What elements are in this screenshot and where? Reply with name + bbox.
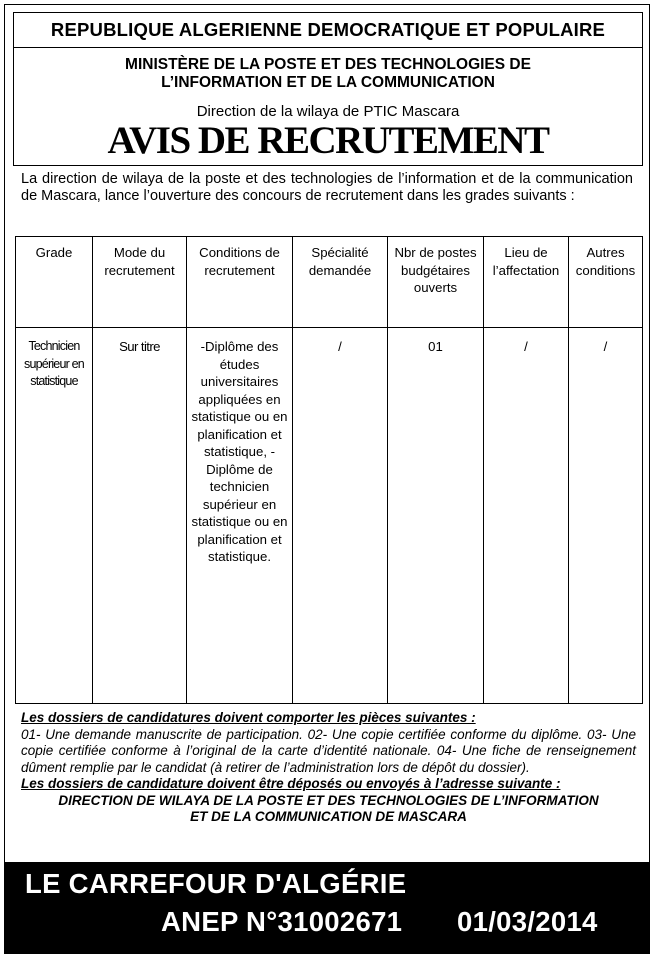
cell-lieu: /: [484, 328, 569, 704]
address-line-1: DIRECTION DE WILAYA DE LA POSTE ET DES TECHNOLOGIES DE L’INFORMATION: [58, 792, 599, 808]
header-grade: Grade: [16, 237, 93, 328]
intro-paragraph: La direction de wilaya de la poste et des technologies de l’information et de la communication de Mascara, lance l’ouverture des concours de recrutement dans les grades suivants :: [21, 171, 633, 204]
republic-header: [13, 12, 643, 48]
table-header-row: [16, 237, 643, 328]
header-autres: Autres conditions: [569, 237, 643, 328]
ministry-header: [13, 48, 643, 166]
address-header: Les dossiers de candidature doivent être déposés ou envoyés à l’adresse suivante :: [21, 776, 561, 791]
ministry-line-2: L’INFORMATION ET DE LA COMMUNICATION: [161, 74, 495, 91]
cell-autres: /: [569, 328, 643, 704]
footer-banner: [4, 862, 650, 954]
header-lieu: Lieu de l’affectation: [484, 237, 569, 328]
ministry-line-1: MINISTÈRE DE LA POSTE ET DES TECHNOLOGIES DE: [125, 56, 531, 73]
table-row: [16, 328, 643, 704]
newspaper-name: LE CARREFOUR D'ALGÉRIE: [25, 868, 407, 899]
notice-title: AVIS DE RECRUTEMENT: [107, 119, 549, 162]
header-mode: Mode du recrutement: [93, 237, 187, 328]
publication-date: 01/03/2014: [457, 906, 598, 937]
anep-number: ANEP N°31002671: [161, 906, 403, 937]
cell-nbr-postes: 01: [388, 328, 484, 704]
cell-specialite: /: [293, 328, 388, 704]
address-line-2: ET DE LA COMMUNICATION DE MASCARA: [190, 809, 467, 824]
direction-subtitle: Direction de la wilaya de PTIC Mascara: [196, 103, 460, 120]
header-specialite: Spécialité demandée: [293, 237, 388, 328]
cell-grade: Technicien supérieur en statistique: [16, 328, 93, 704]
cell-conditions: -Diplôme des études universitaires appliquées en statistique ou en planification et statistique, -Diplôme de technicien supérieur en statistique ou en planification et statistique.: [187, 328, 293, 704]
documents-section: [21, 710, 636, 826]
header-conditions: Conditions de recrutement: [187, 237, 293, 328]
recruitment-table: [15, 236, 643, 704]
cell-mode: Sur titre: [93, 328, 187, 704]
documents-header: Les dossiers de candidatures doivent comporter les pièces suivantes :: [21, 710, 476, 725]
header-nbr-postes: Nbr de postes budgétaires ouverts: [388, 237, 484, 328]
documents-list: 01- Une demande manuscrite de participation. 02- Une copie certifiée conforme du diplôme. 03- Une copie certifiée conforme à l’original de la carte d’identité nationale. 04- Une fiche de renseignement dûment remplie par le candidat (à retirer de l’administration lors de dépôt du dossier).: [21, 726, 636, 775]
ministry-name: [14, 56, 642, 92]
republic-title: REPUBLIQUE ALGERIENNE DEMOCRATIQUE ET POPULAIRE: [50, 19, 606, 40]
